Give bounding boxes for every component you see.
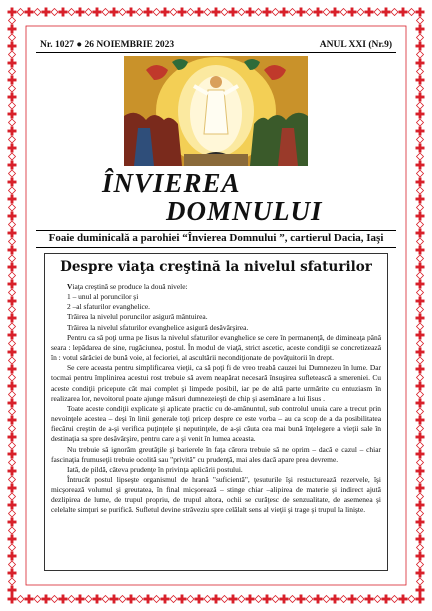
border-diamond bbox=[417, 272, 424, 279]
border-cross bbox=[416, 467, 425, 476]
border-diamond bbox=[417, 119, 424, 126]
border-cross bbox=[8, 501, 17, 510]
border-cross bbox=[280, 595, 289, 604]
border-diamond bbox=[306, 596, 313, 603]
border-cross bbox=[8, 280, 17, 289]
border-diamond bbox=[9, 306, 16, 313]
border-diamond bbox=[17, 596, 24, 603]
border-cross bbox=[8, 76, 17, 85]
border-diamond bbox=[9, 17, 16, 24]
border-diamond bbox=[417, 391, 424, 398]
border-diamond bbox=[221, 596, 228, 603]
border-cross bbox=[8, 144, 17, 153]
article-line: 1 – unul al poruncilor şi bbox=[67, 292, 139, 302]
border-diamond bbox=[204, 9, 211, 16]
border-cross bbox=[416, 382, 425, 391]
border-cross bbox=[416, 535, 425, 544]
border-cross bbox=[416, 365, 425, 374]
border-diamond bbox=[255, 596, 262, 603]
border-diamond bbox=[289, 596, 296, 603]
border-cross bbox=[8, 297, 17, 306]
border-diamond bbox=[417, 459, 424, 466]
border-diamond bbox=[408, 596, 415, 603]
border-diamond bbox=[119, 596, 126, 603]
border-cross bbox=[416, 263, 425, 272]
border-diamond bbox=[17, 9, 24, 16]
border-diamond bbox=[417, 238, 424, 245]
border-diamond bbox=[34, 9, 41, 16]
border-cross bbox=[416, 76, 425, 85]
article-line: Trăirea la nivelul poruncilor asigură mântuirea. bbox=[67, 312, 208, 322]
border-cross bbox=[93, 8, 102, 17]
border-diamond bbox=[417, 323, 424, 330]
border-diamond bbox=[323, 596, 330, 603]
border-diamond bbox=[102, 596, 109, 603]
border-diamond bbox=[51, 596, 58, 603]
article-title: Despre viaţa creştină la nivelul sfaturilor bbox=[60, 259, 372, 275]
border-cross bbox=[416, 569, 425, 578]
border-cross bbox=[416, 195, 425, 204]
border-diamond bbox=[9, 102, 16, 109]
border-cross bbox=[144, 595, 153, 604]
border-diamond bbox=[9, 425, 16, 432]
border-cross bbox=[127, 595, 136, 604]
border-cross bbox=[178, 8, 187, 17]
border-diamond bbox=[417, 170, 424, 177]
border-cross bbox=[416, 110, 425, 119]
border-cross bbox=[76, 595, 85, 604]
border-diamond bbox=[9, 153, 16, 160]
border-diamond bbox=[9, 238, 16, 245]
border-diamond bbox=[417, 289, 424, 296]
border-cross bbox=[331, 8, 340, 17]
border-diamond bbox=[272, 9, 279, 16]
border-diamond bbox=[187, 596, 194, 603]
border-diamond bbox=[119, 9, 126, 16]
border-cross bbox=[8, 161, 17, 170]
border-diamond bbox=[9, 272, 16, 279]
border-cross bbox=[8, 552, 17, 561]
border-diamond bbox=[417, 527, 424, 534]
border-cross bbox=[365, 595, 374, 604]
border-cross bbox=[8, 450, 17, 459]
border-cross bbox=[8, 484, 17, 493]
border-cross bbox=[93, 595, 102, 604]
border-diamond bbox=[9, 527, 16, 534]
article-line: Trăirea la nivelul sfaturilor evanghelice asigură desăvârşirea. bbox=[67, 322, 249, 332]
border-diamond bbox=[306, 9, 313, 16]
border-cross bbox=[416, 416, 425, 425]
border-cross bbox=[416, 501, 425, 510]
parish-subtitle: Foaie duminicală a parohiei “Învierea Domnului ”, cartierul Dacia, Iaşi bbox=[48, 232, 384, 244]
border-cross bbox=[8, 595, 17, 604]
border-cross bbox=[8, 535, 17, 544]
border-cross bbox=[8, 8, 17, 17]
border-diamond bbox=[9, 255, 16, 262]
border-cross bbox=[331, 595, 340, 604]
border-cross bbox=[8, 25, 17, 34]
border-diamond bbox=[357, 9, 364, 16]
border-diamond bbox=[85, 596, 92, 603]
border-diamond bbox=[417, 340, 424, 347]
border-diamond bbox=[170, 596, 177, 603]
border-cross bbox=[416, 348, 425, 357]
border-cross bbox=[25, 595, 34, 604]
newspaper-title-line2: DOMNULUI bbox=[166, 196, 323, 226]
border-diamond bbox=[9, 119, 16, 126]
border-cross bbox=[416, 25, 425, 34]
border-cross bbox=[416, 450, 425, 459]
border-cross bbox=[8, 365, 17, 374]
border-diamond bbox=[204, 596, 211, 603]
border-diamond bbox=[238, 596, 245, 603]
newspaper-title-line1: ÎNVIEREA bbox=[102, 168, 241, 198]
border-diamond bbox=[221, 9, 228, 16]
border-cross bbox=[416, 144, 425, 153]
border-cross bbox=[195, 595, 204, 604]
border-cross bbox=[399, 8, 408, 17]
border-diamond bbox=[68, 596, 75, 603]
border-cross bbox=[59, 595, 68, 604]
border-diamond bbox=[417, 493, 424, 500]
border-cross bbox=[42, 8, 51, 17]
border-diamond bbox=[417, 476, 424, 483]
border-diamond bbox=[136, 9, 143, 16]
border-cross bbox=[416, 399, 425, 408]
border-diamond bbox=[417, 102, 424, 109]
header-divider bbox=[36, 52, 396, 53]
border-diamond bbox=[9, 323, 16, 330]
border-cross bbox=[8, 42, 17, 51]
border-diamond bbox=[9, 476, 16, 483]
border-diamond bbox=[417, 561, 424, 568]
border-cross bbox=[348, 595, 357, 604]
border-cross bbox=[8, 110, 17, 119]
border-cross bbox=[229, 8, 238, 17]
border-diamond bbox=[417, 51, 424, 58]
border-diamond bbox=[9, 204, 16, 211]
border-cross bbox=[8, 263, 17, 272]
border-cross bbox=[416, 161, 425, 170]
border-cross bbox=[416, 518, 425, 527]
border-diamond bbox=[417, 374, 424, 381]
article-paragraph: Nu trebuie să ignorăm greutăţile şi barierele în faţa cărora trebuie să ne oprim – dacă e cazul – chiar fascinaţia frumuseţii trebuie ocolită sau "privită" cu prudenţă, mai ales dacă apare prea devreme. bbox=[51, 444, 381, 464]
border-cross bbox=[8, 93, 17, 102]
border-cross bbox=[195, 8, 204, 17]
border-cross bbox=[212, 595, 221, 604]
border-diamond bbox=[102, 9, 109, 16]
paragraph-text: iaţa creştină se produce la două nivele: bbox=[72, 282, 188, 291]
border-cross bbox=[416, 42, 425, 51]
article-paragraph: Toate aceste condiţii explicate şi aplicate practic cu de-amănuntul, sub controlul unuia care a trecut prin nevoinţele acestea – deşi în linii generale toţi pricep despre ce este vorba – au ca scop de a da posibilitatea fiecărui creştin de a-şi verifica puţinţele şi neputinţele, de a-şi căuta cea mai bună înţelegere a vieţii sale în destinaţia sa spre desăvârşire, pentru care a şi venit în lumea aceasta. bbox=[51, 403, 381, 444]
border-diamond bbox=[323, 9, 330, 16]
border-cross bbox=[8, 382, 17, 391]
border-cross bbox=[416, 552, 425, 561]
border-diamond bbox=[417, 306, 424, 313]
article-body bbox=[51, 282, 381, 516]
subtitle-divider-bottom bbox=[36, 247, 396, 248]
border-diamond bbox=[417, 68, 424, 75]
border-cross bbox=[416, 178, 425, 187]
border-cross bbox=[8, 246, 17, 255]
border-cross bbox=[42, 595, 51, 604]
border-cross bbox=[416, 433, 425, 442]
border-cross bbox=[110, 595, 119, 604]
border-cross bbox=[110, 8, 119, 17]
border-diamond bbox=[9, 221, 16, 228]
border-cross bbox=[8, 229, 17, 238]
border-diamond bbox=[417, 187, 424, 194]
border-diamond bbox=[417, 357, 424, 364]
border-cross bbox=[8, 433, 17, 442]
article-paragraph bbox=[51, 282, 381, 292]
border-cross bbox=[8, 127, 17, 136]
border-cross bbox=[416, 59, 425, 68]
border-diamond bbox=[9, 187, 16, 194]
article-line: 2 –al sfaturilor evanghelice. bbox=[67, 302, 151, 312]
border-diamond bbox=[153, 596, 160, 603]
border-diamond bbox=[417, 578, 424, 585]
border-diamond bbox=[9, 136, 16, 143]
border-diamond bbox=[153, 9, 160, 16]
border-cross bbox=[178, 595, 187, 604]
border-cross bbox=[416, 586, 425, 595]
border-cross bbox=[246, 8, 255, 17]
border-diamond bbox=[9, 170, 16, 177]
border-diamond bbox=[238, 9, 245, 16]
border-diamond bbox=[9, 442, 16, 449]
border-diamond bbox=[85, 9, 92, 16]
volume-year: ANUL XXI (Nr.9) bbox=[319, 40, 392, 50]
border-diamond bbox=[9, 68, 16, 75]
border-diamond bbox=[417, 408, 424, 415]
border-cross bbox=[314, 595, 323, 604]
border-cross bbox=[297, 8, 306, 17]
border-diamond bbox=[9, 578, 16, 585]
border-cross bbox=[161, 8, 170, 17]
drop-letter: V bbox=[67, 282, 73, 291]
border-diamond bbox=[9, 493, 16, 500]
border-diamond bbox=[374, 596, 381, 603]
border-cross bbox=[416, 8, 425, 17]
border-cross bbox=[416, 212, 425, 221]
border-cross bbox=[348, 8, 357, 17]
border-diamond bbox=[9, 544, 16, 551]
border-diamond bbox=[187, 9, 194, 16]
article-box bbox=[44, 253, 388, 571]
border-diamond bbox=[9, 374, 16, 381]
border-cross bbox=[8, 586, 17, 595]
border-cross bbox=[8, 331, 17, 340]
resurrection-icon bbox=[124, 56, 308, 166]
border-cross bbox=[263, 8, 272, 17]
border-cross bbox=[59, 8, 68, 17]
border-cross bbox=[229, 595, 238, 604]
border-cross bbox=[399, 595, 408, 604]
article-paragraph: Întrucât postul lipseşte organismul de hrană "suficientă", ţesuturile îşi restucturează rezervele, îşi micşorează volumul şi greutatea, în final micşorează – stinge chiar –alipirea de materie şi indirect ajută dezlipirea de lume, de trupul propriu, de trupul altora, ochii se curăţesc de senzualitate, de asemenea şi celelalte simţuri se purifică. Sufletul devine străveziu spre celălalt sens al vieţii şi trage şi trupul la linişte. bbox=[51, 474, 381, 515]
border-diamond bbox=[417, 221, 424, 228]
border-cross bbox=[8, 178, 17, 187]
border-diamond bbox=[272, 596, 279, 603]
border-diamond bbox=[340, 596, 347, 603]
border-diamond bbox=[9, 289, 16, 296]
border-diamond bbox=[289, 9, 296, 16]
border-diamond bbox=[374, 9, 381, 16]
border-cross bbox=[8, 518, 17, 527]
border-cross bbox=[8, 416, 17, 425]
border-cross bbox=[416, 595, 425, 604]
border-cross bbox=[416, 280, 425, 289]
border-diamond bbox=[417, 17, 424, 24]
border-diamond bbox=[417, 510, 424, 517]
border-cross bbox=[8, 569, 17, 578]
border-cross bbox=[263, 595, 272, 604]
border-cross bbox=[161, 595, 170, 604]
border-cross bbox=[382, 8, 391, 17]
border-cross bbox=[127, 8, 136, 17]
border-diamond bbox=[34, 596, 41, 603]
border-cross bbox=[8, 348, 17, 357]
border-cross bbox=[297, 595, 306, 604]
border-cross bbox=[8, 467, 17, 476]
border-cross bbox=[416, 484, 425, 493]
border-diamond bbox=[9, 408, 16, 415]
border-cross bbox=[280, 8, 289, 17]
border-diamond bbox=[417, 153, 424, 160]
border-diamond bbox=[408, 9, 415, 16]
border-diamond bbox=[417, 85, 424, 92]
border-diamond bbox=[68, 9, 75, 16]
border-diamond bbox=[9, 357, 16, 364]
border-cross bbox=[25, 8, 34, 17]
border-cross bbox=[144, 8, 153, 17]
border-cross bbox=[8, 314, 17, 323]
border-diamond bbox=[9, 510, 16, 517]
border-diamond bbox=[417, 255, 424, 262]
border-diamond bbox=[391, 9, 398, 16]
border-cross bbox=[416, 314, 425, 323]
border-cross bbox=[8, 212, 17, 221]
border-cross bbox=[365, 8, 374, 17]
border-diamond bbox=[391, 596, 398, 603]
border-diamond bbox=[255, 9, 262, 16]
border-cross bbox=[382, 595, 391, 604]
article-paragraph: Iată, de pildă, câteva prudenţe în privinţa aplicării postului. bbox=[67, 464, 243, 474]
border-diamond bbox=[417, 204, 424, 211]
border-cross bbox=[246, 595, 255, 604]
subtitle-divider-top bbox=[36, 230, 396, 231]
border-cross bbox=[314, 8, 323, 17]
border-cross bbox=[76, 8, 85, 17]
border-diamond bbox=[9, 459, 16, 466]
border-diamond bbox=[417, 425, 424, 432]
border-cross bbox=[8, 399, 17, 408]
border-cross bbox=[212, 8, 221, 17]
article-paragraph: Pentru ca să poţi urma pe Iisus la nivelul sfaturilor evanghelice se cere în permanenţă, de dimineaţa până seara : lepădarea de sine, rugăciunea, postul. În modul de viaţă, strict ascetic, aceste condiţii se concretizează în : votul sărăciei de bună voie, al fecioriei, al ascultării necondiţionate de povăţuitorii în drept. bbox=[51, 332, 381, 363]
border-diamond bbox=[340, 9, 347, 16]
border-cross bbox=[416, 246, 425, 255]
border-cross bbox=[416, 331, 425, 340]
border-cross bbox=[416, 93, 425, 102]
border-diamond bbox=[417, 136, 424, 143]
border-diamond bbox=[9, 340, 16, 347]
border-diamond bbox=[417, 442, 424, 449]
border-diamond bbox=[136, 596, 143, 603]
border-diamond bbox=[9, 34, 16, 41]
border-diamond bbox=[417, 544, 424, 551]
article-paragraph: Se cere aceasta pentru simplificarea vieţii, ca să poţi fi de vreo treabă cauzei lui Dumnezeu în lume. Dar tocmai pentru împlinirea acestui rost trebuie să avem neapărat necesară însuşirea sufletească a smereniei. Cu aceste condiţii pricepute cât mai complet şi limpede posibil, iar pe de altă parte urmărite cu entuziasm în realizarea lor, nevoitorul poate ajunge măsuri dumnezeieşti de chip şi asemănare a lui Iisus . bbox=[51, 363, 381, 403]
border-diamond bbox=[357, 596, 364, 603]
border-diamond bbox=[9, 561, 16, 568]
border-diamond bbox=[170, 9, 177, 16]
border-cross bbox=[8, 59, 17, 68]
border-cross bbox=[8, 195, 17, 204]
border-diamond bbox=[51, 9, 58, 16]
border-diamond bbox=[9, 51, 16, 58]
border-cross bbox=[416, 127, 425, 136]
border-diamond bbox=[417, 34, 424, 41]
border-diamond bbox=[9, 85, 16, 92]
border-diamond bbox=[9, 391, 16, 398]
issue-number-date: Nr. 1027 ● 26 NOIEMBRIE 2023 bbox=[40, 40, 175, 50]
border-cross bbox=[416, 297, 425, 306]
border-cross bbox=[416, 229, 425, 238]
